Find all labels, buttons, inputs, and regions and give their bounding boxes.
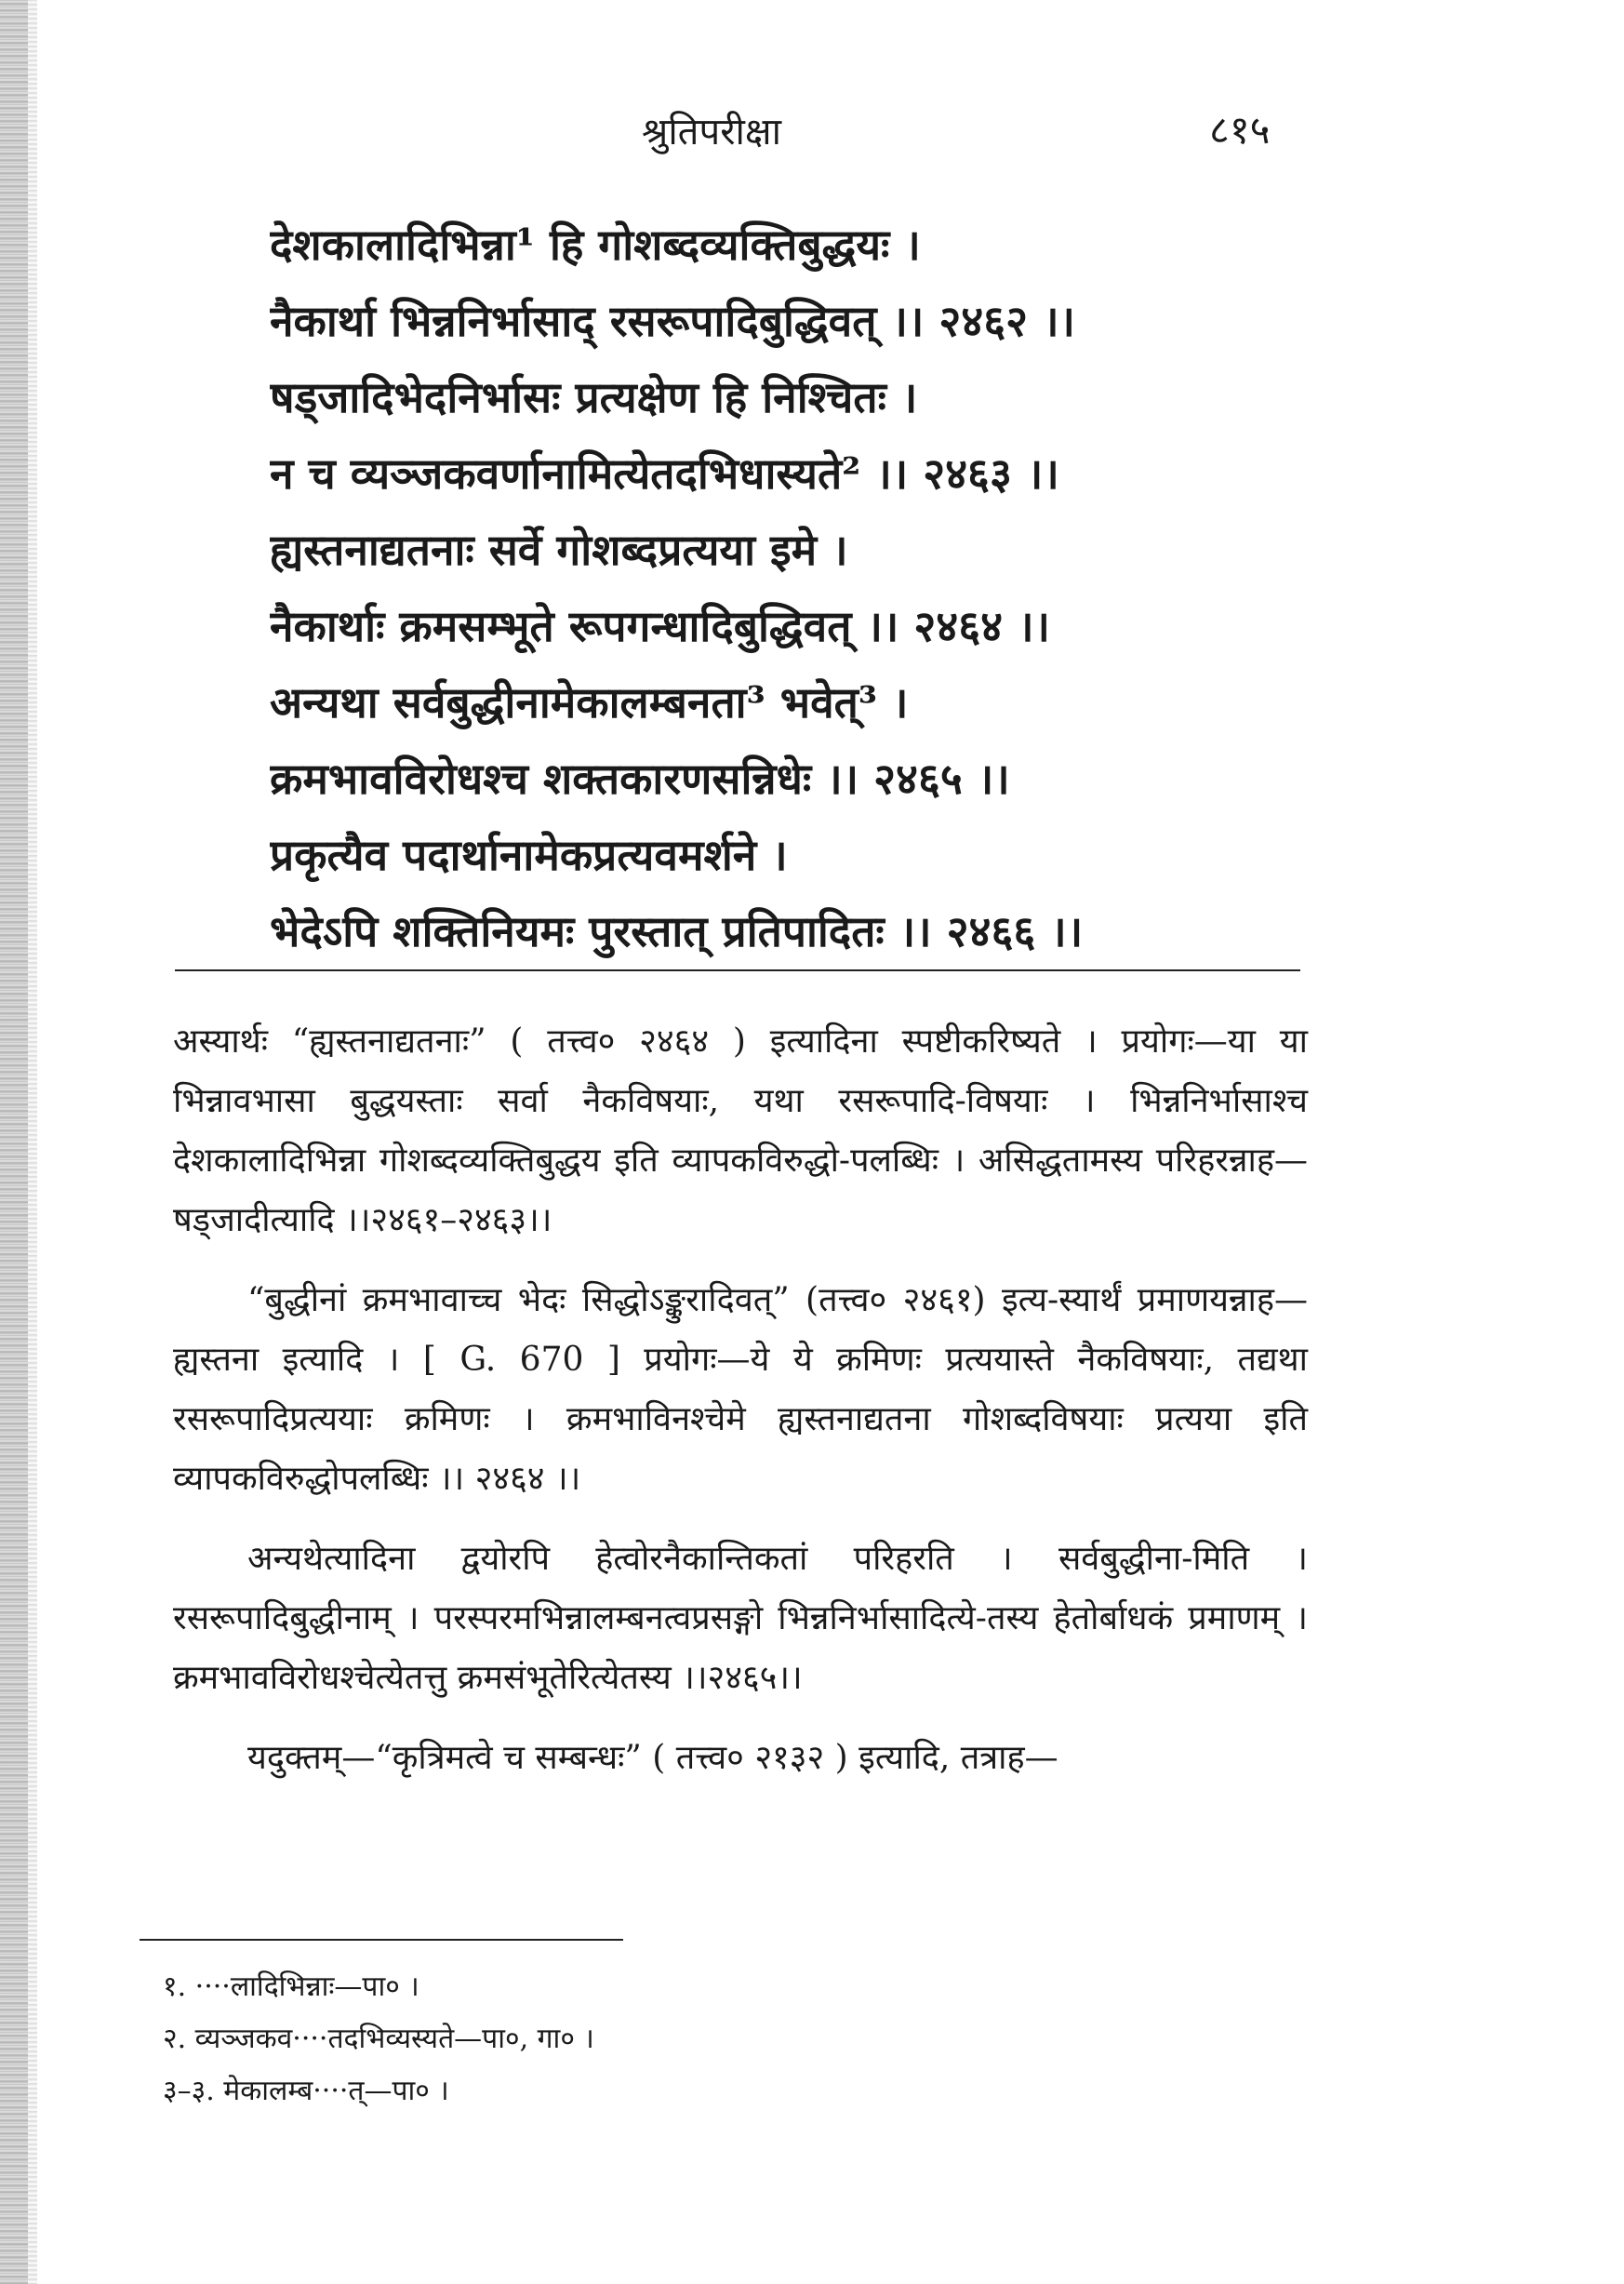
verse-commentary-divider bbox=[175, 969, 1300, 971]
commentary-paragraph: अस्यार्थः “ह्यस्तनाद्यतनाः” ( तत्त्व० २४६४ ) इत्यादिना स्पष्टीकरिष्यते । प्रयोगः—या या भिन्नावभासा बुद्धयस्ताः सर्वा नैकविषयाः, यथा रसरूपादि-विषयाः । भिन्ननिर्भासाश्च देशकालादिभिन्ना गोशब्दव्यक्तिबुद्धय इति व्यापकविरुद्धो-पलब्धिः । असिद्धतामस्य परिहरन्नाह—षड्जादीत्यादि ।।२४६१–२४६३।। bbox=[173, 1022, 1308, 1239]
verse-block bbox=[270, 207, 1293, 969]
verse-line: नैकार्था भिन्ननिर्भासाद् रसरूपादिबुद्धिवत् ।। २४६२ ।। bbox=[270, 296, 1075, 346]
verse-line: ह्यस्तनाद्यतनाः सर्वे गोशब्दप्रत्यया इमे । bbox=[270, 525, 848, 575]
verse-line: षड्जादिभेदनिर्भासः प्रत्यक्षेण हि निश्चितः । bbox=[270, 372, 918, 422]
commentary-paragraph: “बुद्धीनां क्रमभावाच्च भेदः सिद्धोऽङ्कुरादिवत्” (तत्त्व० २४६१) इत्य-स्यार्थं प्रमाणयन्नाह—ह्यस्तना इत्यादि । [ G. 670 ] प्रयोगः—ये ये क्रमिणः प्रत्ययास्ते नैकविषयाः, तद्यथा रसरूपादिप्रत्ययाः क्रमिणः । क्रमभाविनश्चेमे ह्यस्तनाद्यतना गोशब्दविषयाः प्रत्यया इति व्यापकविरुद्धोपलब्धिः ।। २४६४ ।। bbox=[173, 1281, 1308, 1498]
page-binding-edge bbox=[0, 0, 28, 2284]
verse-line: प्रकृत्यैव पदार्थानामेकप्रत्यवमर्शने । bbox=[270, 830, 788, 880]
verse-line: अन्यथा सर्वबुद्धीनामेकालम्बनता³ भवेत्³ । bbox=[270, 677, 909, 728]
running-head: श्रुतिपरीक्षा bbox=[642, 111, 781, 154]
commentary-paragraph: यदुक्तम्—“कृत्रिमत्वे च सम्बन्धः” ( तत्त्व० २१३२ ) इत्यादि, तत्राह— bbox=[247, 1739, 1058, 1777]
footnote: २. व्यञ्जकव····तदभिव्यस्यते—पा०, गा० । bbox=[163, 2023, 594, 2055]
verse-line: न च व्यञ्जकवर्णानामित्येतदभिधास्यते² ।। २४६३ ।। bbox=[270, 448, 1059, 499]
footnote: ३–३. मेकालम्ब····त्—पा० । bbox=[163, 2075, 449, 2107]
footnotes bbox=[163, 1961, 1000, 2117]
page-number: ८१५ bbox=[1209, 107, 1271, 153]
page-binding-shadow bbox=[28, 0, 37, 2284]
footnote: १. ····लादिभिन्नाः—पा० । bbox=[163, 1970, 419, 2003]
footnote-divider bbox=[140, 1939, 623, 1941]
verse-line: भेदेऽपि शक्तिनियमः पुरस्तात् प्रतिपादितः ।। २४६६ ।। bbox=[270, 906, 1084, 956]
commentary-block bbox=[173, 1012, 1308, 1809]
verse-line: क्रमभावविरोधश्च शक्तकारणसन्निधेः ।। २४६५ ।। bbox=[270, 754, 1010, 804]
verse-line: नैकार्थाः क्रमसम्भूते रूपगन्धादिबुद्धिवत् ।। २४६४ ।। bbox=[270, 601, 1050, 651]
verse-line: देशकालादिभिन्ना¹ हि गोशब्दव्यक्तिबुद्धयः । bbox=[270, 220, 921, 270]
commentary-paragraph: अन्यथेत्यादिना द्वयोरपि हेत्वोरनैकान्तिकतां परिहरति । सर्वबुद्धीना-मिति । रसरूपादिबुद्धीनाम् । परस्परमभिन्नालम्बनत्वप्रसङ्गो भिन्ननिर्भासादित्ये-तस्य हेतोर्बाधकं प्रमाणम् । क्रमभावविरोधश्चेत्येतत्तु क्रमसंभूतेरित्येतस्य ।।२४६५।। bbox=[173, 1540, 1308, 1697]
